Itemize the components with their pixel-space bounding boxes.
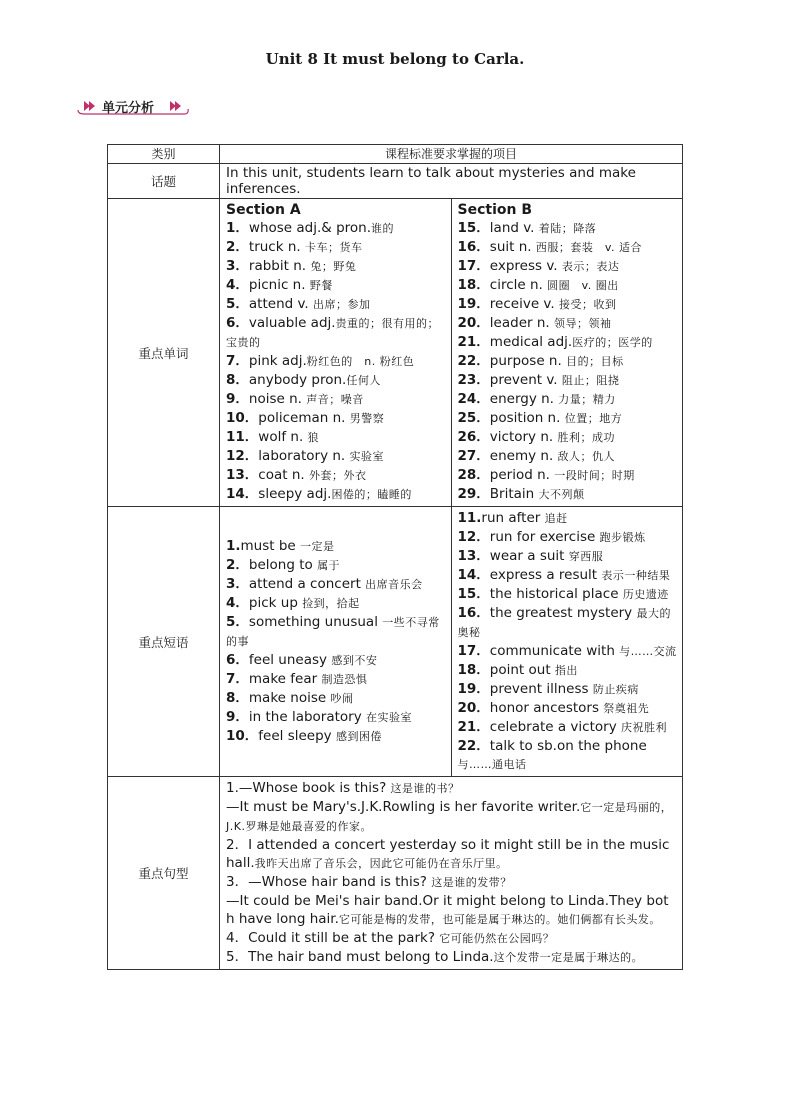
word-item [226, 352, 446, 371]
phrase-item-number: 15． [457, 586, 490, 602]
word-item-english: circle n. [489, 277, 548, 293]
phrase-item-number: 20． [457, 700, 490, 716]
word-item-chinese: 大不列颠 [538, 488, 585, 501]
phrase-item [226, 575, 446, 594]
word-item-english: leader n. [489, 315, 554, 331]
word-item-number: 28． [457, 467, 490, 483]
word-item [226, 447, 446, 466]
word-item-english: suit n. [489, 239, 536, 255]
word-item-english: receive v. [489, 296, 559, 312]
phrase-item-number: 11. [457, 510, 482, 526]
phrase-item [458, 661, 678, 680]
word-item-english: Britain [489, 486, 539, 502]
phrase-item-chinese: 追赶 [544, 512, 568, 525]
word-item [458, 352, 678, 371]
phrase-item-english: the greatest mystery [489, 605, 637, 621]
word-item [226, 219, 446, 238]
word-item [458, 238, 678, 257]
phrase-item-english: belong to [248, 557, 318, 573]
word-item-number: 7． [226, 353, 249, 369]
word-item [226, 390, 446, 409]
header-items: 课程标准要求掌握的项目 [220, 145, 683, 164]
word-item [226, 238, 446, 257]
phrase-item-number: 5． [226, 614, 249, 630]
word-item-chinese: 表示；表达 [561, 260, 620, 273]
word-item-chinese: 贵重的；很有用的；宝贵的 [226, 317, 440, 349]
word-item-chinese: 着陆；降落 [538, 222, 597, 235]
word-item [226, 466, 446, 485]
phrase-item-chinese: 一定是 [300, 540, 335, 553]
word-item [458, 276, 678, 295]
word-item-english: pink adj. [248, 353, 307, 369]
word-item-chinese: 野餐 [309, 279, 333, 292]
word-item-number: 25． [457, 410, 490, 426]
phrase-item-english: communicate with [489, 643, 620, 659]
phrase-item [458, 604, 678, 642]
phrase-item-chinese: 感到不安 [331, 654, 378, 667]
word-item-english: anybody pron. [248, 372, 347, 388]
word-item-number: 19． [457, 296, 490, 312]
phrase-item-number: 12． [457, 529, 490, 545]
word-item-chinese: 粉红色的 n. 粉红色 [306, 355, 415, 368]
sentence-item-chinese: 它可能是梅的发带，也可能是属于琳达的。她们俩都有长头发。 [338, 913, 661, 926]
word-item-english: position n. [489, 410, 565, 426]
word-item-english: noise n. [248, 391, 307, 407]
word-item-chinese: 兔；野兔 [310, 260, 357, 273]
phrase-item-chinese: 庆祝胜利 [620, 721, 667, 734]
word-item-number: 24． [457, 391, 490, 407]
phrase-item-chinese: 跑步锻炼 [599, 531, 646, 544]
phrase-item-chinese: 属于 [317, 559, 341, 572]
word-item [226, 257, 446, 276]
phrase-item [226, 613, 446, 651]
phrases-col-a [220, 507, 452, 777]
word-item-chinese: 接受；收到 [558, 298, 617, 311]
phrase-item [226, 651, 446, 670]
phrase-item-english: feel uneasy [248, 652, 332, 668]
word-item-number: 29． [457, 486, 490, 502]
sentence-item-chinese: 它可能仍然在公园吗？ [439, 932, 555, 945]
word-item-number: 3． [226, 258, 249, 274]
word-item-english: enemy n. [489, 448, 558, 464]
word-item-number: 13． [226, 467, 259, 483]
word-item [458, 295, 678, 314]
unit-analysis-table [107, 144, 683, 970]
word-item-chinese: 出席；参加 [313, 298, 371, 311]
phrase-item-english: make noise [248, 690, 331, 706]
words-section-b [451, 199, 683, 507]
phrase-item-number: 9． [226, 709, 249, 725]
phrase-item [458, 718, 678, 737]
topic-label: 话题 [108, 164, 220, 199]
sentence-item [226, 836, 676, 873]
word-item-english: medical adj. [489, 334, 573, 350]
word-item-english: rabbit n. [248, 258, 311, 274]
word-item-chinese: 谁的 [371, 222, 395, 235]
word-item-english: period n. [489, 467, 555, 483]
phrase-item-chinese: 在实验室 [366, 711, 413, 724]
word-item-chinese: 男警察 [349, 412, 385, 425]
sentence-item-chinese: 我昨天出席了音乐会，因此它可能仍在音乐厅里。 [254, 857, 508, 870]
phrase-item-english: celebrate a victory [489, 719, 621, 735]
phrase-item-chinese: 表示一种结果 [601, 569, 671, 582]
word-item-number: 9． [226, 391, 249, 407]
word-item-chinese: 胜利；成功 [557, 431, 615, 444]
phrase-item-number: 13． [457, 548, 490, 564]
word-item-chinese: 圆圈 v. 圈出 [547, 279, 619, 292]
word-item-number: 22． [457, 353, 490, 369]
phrase-item-chinese: 最大的奥秘 [457, 607, 671, 639]
phrase-item-chinese: 穿西服 [568, 550, 604, 563]
sentence-item-english: 3．—Whose hair band is this? [226, 874, 432, 890]
phrase-item-english: pick up [248, 595, 303, 611]
phrase-item-english: talk to sb.on the phone [489, 738, 647, 754]
word-item-chinese: 西服；套装 v. 适合 [535, 241, 643, 254]
word-item-chinese: 困倦的；瞌睡的 [331, 488, 412, 501]
word-item [458, 409, 678, 428]
section-badge [76, 96, 188, 116]
word-item-number: 17． [457, 258, 490, 274]
phrase-item [226, 670, 446, 689]
word-item-number: 4． [226, 277, 249, 293]
word-item-chinese: 领导；领袖 [553, 317, 612, 330]
word-item-chinese: 医疗的；医学的 [572, 336, 653, 349]
phrase-item-english: point out [489, 662, 555, 678]
phrase-item-number: 17． [457, 643, 490, 659]
phrase-item [458, 680, 678, 699]
word-item [458, 390, 678, 409]
phrase-item-chinese: 出席音乐会 [365, 578, 423, 591]
word-item-english: sleepy adj. [258, 486, 332, 502]
word-item [458, 485, 678, 504]
word-item-chinese: 阻止；阻挠 [561, 374, 620, 387]
word-item-chinese: 一段时间；时期 [554, 469, 635, 482]
phrase-item-english: honor ancestors [489, 700, 604, 716]
phrase-item-english: in the laboratory [248, 709, 367, 725]
sentence-item-english: 4．Could it still be at the park? [226, 930, 440, 946]
section-a-heading: Section A [226, 202, 301, 218]
word-item-number: 8． [226, 372, 249, 388]
word-item-number: 15． [457, 220, 490, 236]
phrase-item-english: the historical place [489, 586, 623, 602]
word-item-english: wolf n. [258, 429, 308, 445]
word-item-chinese: 目的；目标 [566, 355, 624, 368]
phrase-item-chinese: 制造恐惧 [321, 673, 368, 686]
phrase-item [226, 727, 446, 746]
word-item [226, 295, 446, 314]
word-item-english: picnic n. [248, 277, 310, 293]
sentence-item [226, 779, 676, 798]
phrase-item-english: something unusual [248, 614, 383, 630]
phrase-item-english: make fear [248, 671, 322, 687]
word-item-english: purpose n. [489, 353, 567, 369]
phrase-item-number: 22． [457, 738, 490, 754]
word-item-english: coat n. [258, 467, 309, 483]
sentence-item-english: 2．I attended a concert yesterday so it might still be in the music hall. [226, 837, 670, 871]
word-item-number: 23． [457, 372, 490, 388]
phrase-item [458, 699, 678, 718]
phrase-item-english: express a result [489, 567, 602, 583]
phrase-item [226, 594, 446, 613]
phrase-item-english: attend a concert [248, 576, 366, 592]
header-category: 类别 [108, 145, 220, 164]
topic-row [108, 164, 683, 199]
section-b-heading: Section B [457, 202, 532, 218]
word-item-number: 27． [457, 448, 490, 464]
phrase-item-english: prevent illness [489, 681, 593, 697]
word-item [458, 257, 678, 276]
word-item-chinese: 狼 [307, 431, 320, 444]
sentences-label: 重点句型 [108, 777, 220, 970]
word-item-english: whose adj.& pron. [248, 220, 372, 236]
phrase-item [458, 642, 678, 661]
sentence-item-english: 1.—Whose book is this? [226, 780, 391, 796]
phrase-item [458, 528, 678, 547]
phrase-item-chinese: 与……交流 [619, 645, 677, 658]
phrase-item-number: 7． [226, 671, 249, 687]
words-section-a [220, 199, 452, 507]
word-item-english: land v. [489, 220, 539, 236]
phrase-item [226, 556, 446, 575]
sentence-item [226, 929, 676, 948]
sentence-item-chinese: 这个发带一定是属于琳达的。 [493, 951, 644, 964]
word-item-number: 21． [457, 334, 490, 350]
word-item-english: express v. [489, 258, 562, 274]
phrase-item-number: 2． [226, 557, 249, 573]
word-item-chinese: 任何人 [346, 374, 381, 387]
word-item-number: 18． [457, 277, 490, 293]
word-item-english: valuable adj. [248, 315, 336, 331]
word-item-chinese: 力量；精力 [558, 393, 616, 406]
word-item-english: attend v. [248, 296, 314, 312]
word-item [458, 371, 678, 390]
word-item-chinese: 位置；地方 [564, 412, 623, 425]
word-item-number: 12． [226, 448, 259, 464]
words-row [108, 199, 683, 507]
phrases-label: 重点短语 [108, 507, 220, 777]
word-item-number: 11． [226, 429, 259, 445]
word-item [458, 333, 678, 352]
sentence-item [226, 892, 676, 929]
word-item-number: 2． [226, 239, 249, 255]
sentence-item-english: —It must be Mary's.J.K.Rowling is her favorite writer. [226, 799, 581, 815]
word-item-chinese: 外套；外衣 [308, 469, 367, 482]
phrase-item-chinese: 感到困倦 [335, 730, 382, 743]
sentence-item-chinese: 这是谁的发带？ [431, 876, 512, 889]
word-item-english: truck n. [248, 239, 305, 255]
phrase-item-english: feel sleepy [258, 728, 336, 744]
phrase-item-english: wear a suit [489, 548, 569, 564]
word-item-number: 26． [457, 429, 490, 445]
word-item-number: 20． [457, 315, 490, 331]
word-item-number: 6． [226, 315, 249, 331]
phrase-item-number: 21． [457, 719, 490, 735]
word-item [226, 314, 446, 352]
word-item-chinese: 实验室 [349, 450, 384, 463]
phrase-item [226, 689, 446, 708]
phrase-item-chinese: 捡到，拾起 [302, 597, 360, 610]
word-item [458, 428, 678, 447]
sentence-item-english: —It could be Mei's hair band.Or it might belong to Linda.They both have long hair. [226, 893, 669, 927]
word-item-number: 14． [226, 486, 259, 502]
word-item [458, 466, 678, 485]
phrase-item-chinese: 防止疾病 [592, 683, 639, 696]
sentences-cell [220, 777, 683, 970]
word-item [226, 485, 446, 504]
phrase-item-number: 14． [457, 567, 490, 583]
sentence-item-english: 5．The hair band must belong to Linda. [226, 949, 494, 965]
sentences-row [108, 777, 683, 970]
phrase-item [458, 566, 678, 585]
phrase-item-chinese: 一些不寻常的事 [226, 616, 440, 648]
table-header-row [108, 145, 683, 164]
word-item-chinese: 卡车；货车 [304, 241, 363, 254]
badge-label: 单元分析 [102, 101, 155, 116]
sentence-item [226, 798, 676, 836]
phrase-item-english: run after [481, 510, 545, 526]
word-item-number: 5． [226, 296, 249, 312]
phrase-item-chinese: 祭奠祖先 [603, 702, 650, 715]
word-item-english: victory n. [489, 429, 558, 445]
word-item-number: 10． [226, 410, 259, 426]
word-item-chinese: 敌人；仇人 [557, 450, 616, 463]
phrase-item [458, 547, 678, 566]
phrase-item [458, 585, 678, 604]
words-label: 重点单词 [108, 199, 220, 507]
phrase-item [226, 708, 446, 727]
phrase-item-number: 4． [226, 595, 249, 611]
word-item [458, 219, 678, 238]
word-item-number: 16． [457, 239, 490, 255]
word-item [458, 314, 678, 333]
word-item-number: 1． [226, 220, 249, 236]
phrase-item [458, 737, 678, 774]
word-item [226, 428, 446, 447]
word-item [226, 409, 446, 428]
word-item-english: energy n. [489, 391, 559, 407]
phrase-item-number: 19． [457, 681, 490, 697]
page-title: Unit 8 It must belong to Carla. [265, 50, 525, 68]
phrase-item-english: run for exercise [489, 529, 600, 545]
word-item-english: prevent v. [489, 372, 562, 388]
word-item-english: policeman n. [258, 410, 350, 426]
phrase-item-number: 1. [226, 538, 241, 554]
phrase-item-chinese: 吵闹 [330, 692, 354, 705]
topic-text: In this unit, students learn to talk about mysteries and make inferences. [220, 164, 683, 199]
word-item [458, 447, 678, 466]
sentence-item-chinese: 这是谁的书？ [390, 782, 460, 795]
phrase-item [458, 509, 678, 528]
sentence-item [226, 948, 676, 967]
word-item-chinese: 声音；噪音 [306, 393, 364, 406]
phrases-row [108, 507, 683, 777]
phrase-item-number: 6． [226, 652, 249, 668]
phrase-item-english: must be [240, 538, 301, 554]
phrase-item [226, 537, 446, 556]
phrase-item-number: 16． [457, 605, 490, 621]
phrase-item-number: 18． [457, 662, 490, 678]
phrase-item-chinese: 与……通电话 [457, 758, 527, 771]
word-item [226, 371, 446, 390]
phrase-item-chinese: 历史遗迹 [622, 588, 669, 601]
phrase-item-number: 8． [226, 690, 249, 706]
phrase-item-number: 3． [226, 576, 249, 592]
phrases-col-b [451, 507, 683, 777]
sentence-item-chinese: 它一定是玛丽的，J.K.罗琳是她最喜爱的作家。 [226, 801, 673, 833]
word-item [226, 276, 446, 295]
sentence-item [226, 873, 676, 892]
phrase-item-number: 10． [226, 728, 259, 744]
word-item-english: laboratory n. [258, 448, 350, 464]
phrase-item-chinese: 指出 [554, 664, 578, 677]
